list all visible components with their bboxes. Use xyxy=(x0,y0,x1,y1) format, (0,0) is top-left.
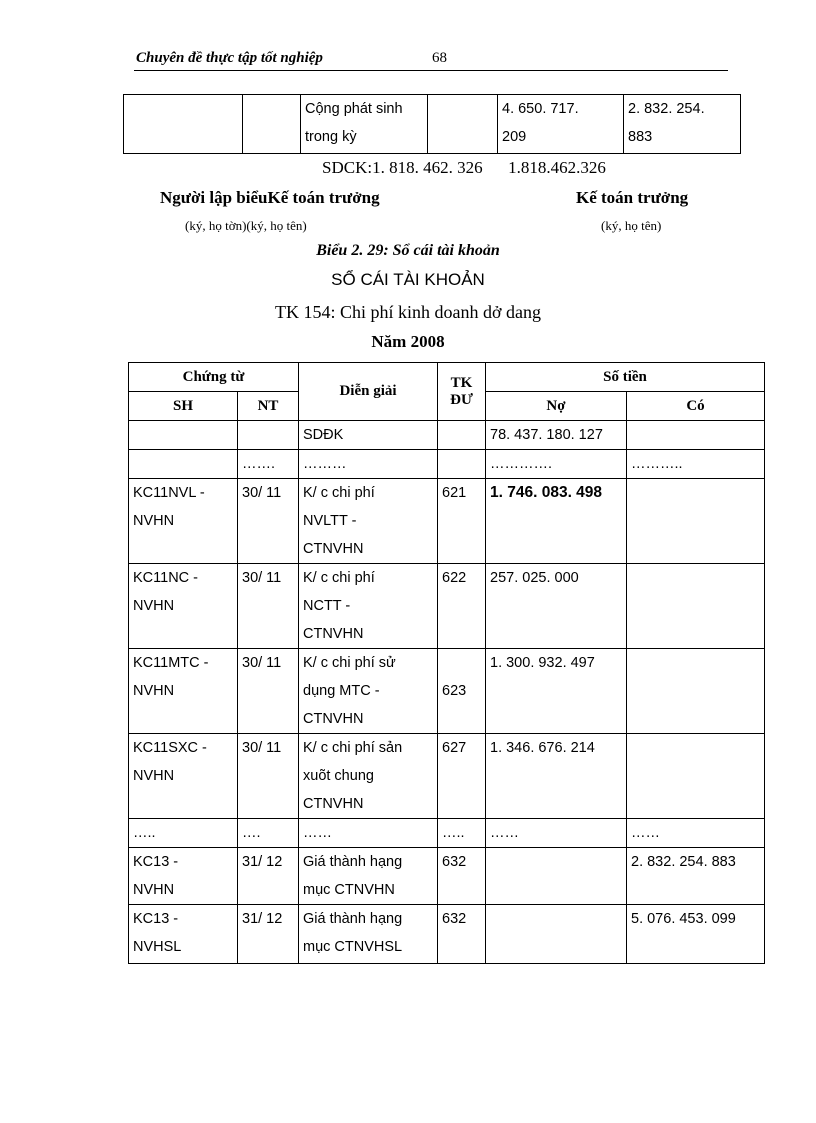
description-line: K/ c chi phí sử xyxy=(303,655,396,671)
voucher-number-line: NVHSL xyxy=(133,939,182,955)
description-line: dụng MTC - xyxy=(303,683,380,699)
contra-account-cell: 627 xyxy=(438,734,486,819)
table-cell xyxy=(243,95,301,154)
credit-cell xyxy=(627,734,765,819)
contra-account-header-line: TK xyxy=(450,374,473,391)
credit-total-line: 883 xyxy=(628,129,653,145)
ledger-year: Năm 2008 xyxy=(371,332,445,351)
debit-total-line: 209 xyxy=(502,129,527,145)
debit-cell xyxy=(486,479,627,564)
voucher-number-line: NVHN xyxy=(133,683,175,699)
table-cell xyxy=(301,95,428,154)
voucher-number-cell xyxy=(129,905,238,964)
description-line: CTNVHN xyxy=(303,541,364,557)
description-cell: ……… xyxy=(299,450,438,479)
description-line: Giá thành hạng xyxy=(303,854,403,870)
debit-cell xyxy=(486,905,627,964)
description-line: mục CTNVHSL xyxy=(303,939,403,955)
ledger-title: SỔ CÁI TÀI KHOẢN xyxy=(331,270,485,289)
credit-cell: 5. 076. 453. 099 xyxy=(627,905,765,964)
credit-total-line: 2. 832. 254. xyxy=(628,101,705,117)
credit-cell: ……….. xyxy=(627,450,765,479)
voucher-number-line: NVHN xyxy=(133,768,175,784)
voucher-number-header: SH xyxy=(129,392,238,421)
voucher-number-cell xyxy=(129,421,238,450)
contra-account-cell xyxy=(438,450,486,479)
document-header-title: Chuyên đề thực tập tốt nghiệp xyxy=(136,50,323,66)
debit-cell: …… xyxy=(486,819,627,848)
table-caption: Biểu 2. 29: Sổ cái tài khoản xyxy=(316,242,500,259)
contra-account-cell: 632 xyxy=(438,905,486,964)
voucher-date-cell: 30/ 11 xyxy=(238,649,299,734)
table-row xyxy=(129,479,765,564)
voucher-number-line: NVHN xyxy=(133,598,175,614)
debit-header: Nợ xyxy=(486,392,627,421)
debit-cell: 1. 300. 932. 497 xyxy=(486,649,627,734)
table-row xyxy=(124,95,741,154)
description-line: CTNVHN xyxy=(303,711,364,727)
voucher-date-header: NT xyxy=(238,392,299,421)
page-number: 68 xyxy=(432,50,447,66)
voucher-number-line: NVHN xyxy=(133,513,175,529)
debit-cell: 257. 025. 000 xyxy=(486,564,627,649)
voucher-number-cell xyxy=(129,848,238,905)
contra-account-cell: 632 xyxy=(438,848,486,905)
debit-cell xyxy=(486,848,627,905)
description-cell: …… xyxy=(299,819,438,848)
description-cell xyxy=(299,734,438,819)
description-header: Diễn giải xyxy=(299,363,438,421)
description-line: NCTT - xyxy=(303,598,351,614)
description-line: CTNVHN xyxy=(303,626,364,642)
voucher-number-line: KC13 - xyxy=(133,911,179,927)
credit-cell: …… xyxy=(627,819,765,848)
description-line: K/ c chi phí xyxy=(303,570,375,586)
total-label-line: Cộng phát sinh xyxy=(305,101,403,117)
table-row xyxy=(129,848,765,905)
table-row xyxy=(129,450,765,479)
voucher-date-cell: 30/ 11 xyxy=(238,564,299,649)
voucher-number-line: KC11NVL - xyxy=(133,485,205,501)
description-line: mục CTNVHN xyxy=(303,882,395,898)
amount-header: Số tiền xyxy=(486,363,765,392)
voucher-number-line: KC13 - xyxy=(133,854,179,870)
description-line: xuõt chung xyxy=(303,768,374,784)
description-cell xyxy=(299,848,438,905)
voucher-number-line: KC11NC - xyxy=(133,570,198,586)
description-cell xyxy=(299,649,438,734)
table-cell xyxy=(498,95,624,154)
description-line: CTNVHN xyxy=(303,796,364,812)
credit-header: Có xyxy=(627,392,765,421)
contra-account-header-line: ĐƯ xyxy=(450,391,473,408)
voucher-header: Chứng từ xyxy=(129,363,299,392)
contra-account-cell: 623 xyxy=(438,649,486,734)
debit-cell: 1. 346. 676. 214 xyxy=(486,734,627,819)
debit-value: 1. 746. 083. 498 xyxy=(490,484,603,501)
voucher-number-cell xyxy=(129,479,238,564)
table-cell xyxy=(428,95,498,154)
ledger-account: TK 154: Chi phí kinh doanh dở dang xyxy=(274,302,541,322)
voucher-date-cell: …. xyxy=(238,819,299,848)
voucher-number-cell xyxy=(129,649,238,734)
header-divider xyxy=(134,70,728,71)
debit-total-line: 4. 650. 717. xyxy=(502,101,579,117)
contra-account-header xyxy=(438,363,486,421)
preparer-signature-label: Người lập biểuKế toán trưởng xyxy=(160,188,380,207)
contra-account-cell: 621 xyxy=(438,479,486,564)
chief-accountant-signature-note: (ký, họ tên) xyxy=(601,218,662,233)
voucher-date-cell: ……. xyxy=(238,450,299,479)
voucher-number-line: KC11MTC - xyxy=(133,655,209,671)
description-line: K/ c chi phí sản xyxy=(303,740,403,756)
voucher-date-cell: 30/ 11 xyxy=(238,734,299,819)
voucher-number-line: NVHN xyxy=(133,882,175,898)
table-row xyxy=(129,649,765,734)
voucher-number-cell: ….. xyxy=(129,819,238,848)
previous-ledger-total-table xyxy=(123,94,741,154)
description-line: Giá thành hạng xyxy=(303,911,403,927)
voucher-date-cell: 31/ 12 xyxy=(238,848,299,905)
table-row xyxy=(129,564,765,649)
contra-account-cell xyxy=(438,421,486,450)
debit-cell: 78. 437. 180. 127 xyxy=(486,421,627,450)
description-cell: SDĐK xyxy=(299,421,438,450)
table-row xyxy=(129,421,765,450)
voucher-number-cell xyxy=(129,734,238,819)
general-ledger-table xyxy=(128,362,765,964)
credit-cell xyxy=(627,649,765,734)
voucher-date-cell: 30/ 11 xyxy=(238,479,299,564)
description-line: NVLTT - xyxy=(303,513,357,529)
table-header-row xyxy=(129,363,765,392)
contra-account-cell: ….. xyxy=(438,819,486,848)
voucher-date-cell xyxy=(238,421,299,450)
debit-cell: …………. xyxy=(486,450,627,479)
voucher-number-cell xyxy=(129,450,238,479)
table-cell xyxy=(624,95,741,154)
table-row xyxy=(129,819,765,848)
description-line: K/ c chi phí xyxy=(303,485,375,501)
chief-accountant-signature-label: Kế toán trưởng xyxy=(576,188,689,207)
credit-cell xyxy=(627,421,765,450)
table-row xyxy=(129,905,765,964)
total-label-line: trong kỳ xyxy=(305,129,357,145)
table-cell xyxy=(124,95,243,154)
description-cell xyxy=(299,564,438,649)
table-row xyxy=(129,734,765,819)
preparer-signature-note: (ký, họ tờn)(ký, họ tên) xyxy=(185,218,307,233)
description-cell xyxy=(299,905,438,964)
voucher-number-cell xyxy=(129,564,238,649)
closing-balance: SDCK:1. 818. 462. 326 1.818.462.326 xyxy=(322,158,606,177)
credit-cell: 2. 832. 254. 883 xyxy=(627,848,765,905)
description-cell xyxy=(299,479,438,564)
contra-account-cell: 622 xyxy=(438,564,486,649)
voucher-number-line: KC11SXC - xyxy=(133,740,207,756)
credit-cell xyxy=(627,479,765,564)
credit-cell xyxy=(627,564,765,649)
voucher-date-cell: 31/ 12 xyxy=(238,905,299,964)
